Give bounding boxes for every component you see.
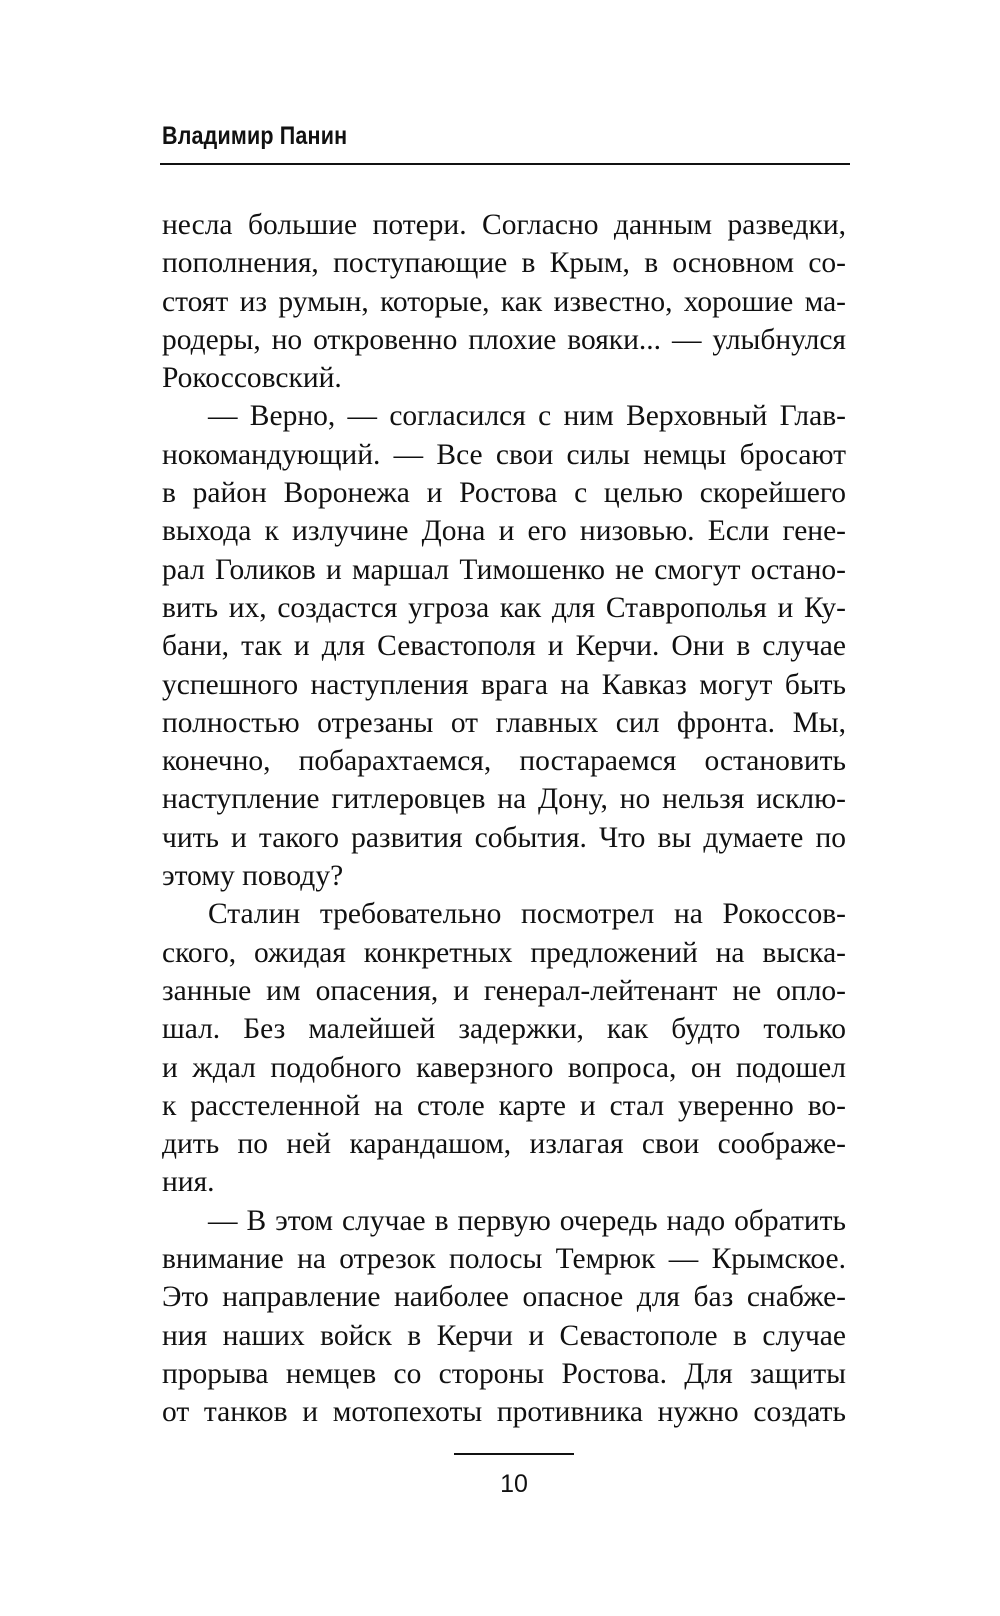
text-line: ского, ожидая конкретных предложений на выска- — [162, 936, 846, 969]
text-line: чить и такого развития события. Что вы думаете по — [162, 821, 846, 854]
text-line: успешного наступления врага на Кавказ могут быть — [162, 668, 846, 701]
text-line: ния. — [162, 1166, 215, 1199]
text-line: несла большие потери. Согласно данным разведки, — [162, 209, 846, 241]
text-line: к расстеленной на столе карте и стал уверенно во- — [162, 1089, 846, 1122]
text-line: бани, так и для Севастополя и Керчи. Они в случае — [162, 630, 846, 663]
running-head: Владимир Панин — [162, 122, 348, 150]
text-line: Сталин требовательно посмотрел на Рокоссов- — [208, 898, 846, 931]
header-rule — [160, 163, 850, 165]
body-text — [162, 206, 846, 1432]
text-line: ния наших войск в Керчи и Севастополе в случае — [162, 1319, 846, 1352]
text-line: нокомандующий. — Все свои силы немцы бросают — [162, 438, 846, 471]
text-line: в район Воронежа и Ростова с целью скорейшего — [162, 477, 846, 510]
text-line: этому поводу? — [162, 860, 344, 893]
text-line: выхода к излучине Дона и его низовью. Если гене- — [162, 515, 846, 548]
text-line: дить по ней карандашом, излагая свои соображе- — [162, 1128, 846, 1161]
page-number: 10 — [500, 1470, 528, 1498]
text-line: — Верно, — согласился с ним Верховный Глав- — [208, 400, 846, 433]
text-line: полностью отрезаны от главных сил фронта. Мы, — [162, 706, 846, 739]
text-line: конечно, побарахтаемся, постараемся остановить — [162, 745, 846, 778]
text-line: Рокоссовский. — [162, 362, 342, 395]
text-line: рал Голиков и маршал Тимошенко не смогут остано- — [162, 553, 846, 586]
text-line: прорыва немцев со стороны Ростова. Для защиты — [162, 1357, 846, 1390]
text-line: — В этом случае в первую очередь надо обратить — [208, 1204, 846, 1237]
footer-rule — [454, 1453, 574, 1455]
text-line: наступление гитлеровцев на Дону, но нельзя исклю- — [162, 783, 846, 816]
text-line: стоят из румын, которые, как известно, хорошие ма- — [162, 285, 846, 318]
text-line: и ждал подобного каверзного вопроса, он подошел — [162, 1051, 846, 1084]
text-line: от танков и мотопехоты противника нужно создать — [162, 1396, 846, 1429]
text-line: Это направление наиболее опасное для баз снабже- — [162, 1281, 846, 1314]
text-line: занные им опасения, и генерал-лейтенант не опло- — [162, 974, 846, 1007]
text-line: внимание на отрезок полосы Темрюк — Крымское. — [162, 1243, 846, 1276]
text-line: вить их, создастся угроза как для Ставрополья и Ку- — [162, 591, 846, 624]
text-line: пополнения, поступающие в Крым, в основном со- — [162, 247, 846, 280]
text-line: шал. Без малейшей задержки, как будто только — [162, 1013, 846, 1046]
text-line: родеры, но откровенно плохие вояки... — улыбнулся — [162, 323, 846, 356]
